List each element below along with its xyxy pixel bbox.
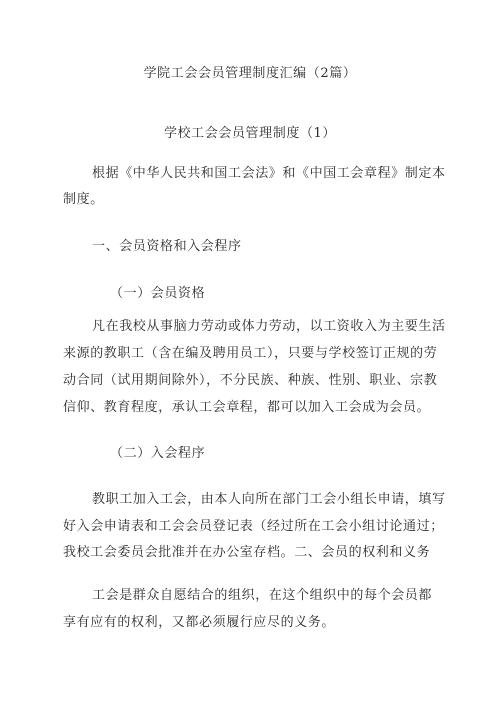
paragraph-line: 教职工加入工会，由本人向所在部门工会小组长申请，填写 [92,492,446,507]
subsection-heading: （一）会员资格 [110,286,206,301]
paragraph-line: 凡在我校从事脑力劳动或体力劳动，以工资收入为主要生活 [92,319,446,334]
intro-line: 制度。 [63,192,104,207]
intro-line: 根据《中华人民共和国工会法》和《中国工会章程》制定本 [92,166,446,181]
subsection-heading: （二）入会程序 [110,446,206,461]
section-heading: 一、会员资格和入会程序 [92,239,242,254]
document-title: 学院工会会员管理制度汇编（2篇） [143,66,357,81]
paragraph-line: 来源的教职工（含在编及聘用员工），只要与学校签订正规的劳 [63,346,438,361]
paragraph-line: 信仰、教育程度，承认工会章程，都可以加入工会成为会员。 [63,400,431,415]
paragraph-line: 享有应有的权利，又都必须履行应尽的义务。 [63,615,336,630]
paragraph-line: 动合同（试用期间除外），不分民族、种族、性别、职业、宗教 [63,373,438,388]
paragraph-line: 工会是群众自愿结合的组织，在这个组织中的每个会员都 [92,588,433,603]
section-title: 学校工会会员管理制度（1） [163,126,337,141]
paragraph-line: 我校工会委员会批准并在办公室存档。二、会员的权利和义务 [63,545,431,560]
paragraph-line: 好入会申请表和工会会员登记表（经过所在工会小组讨论通过； [63,519,444,534]
